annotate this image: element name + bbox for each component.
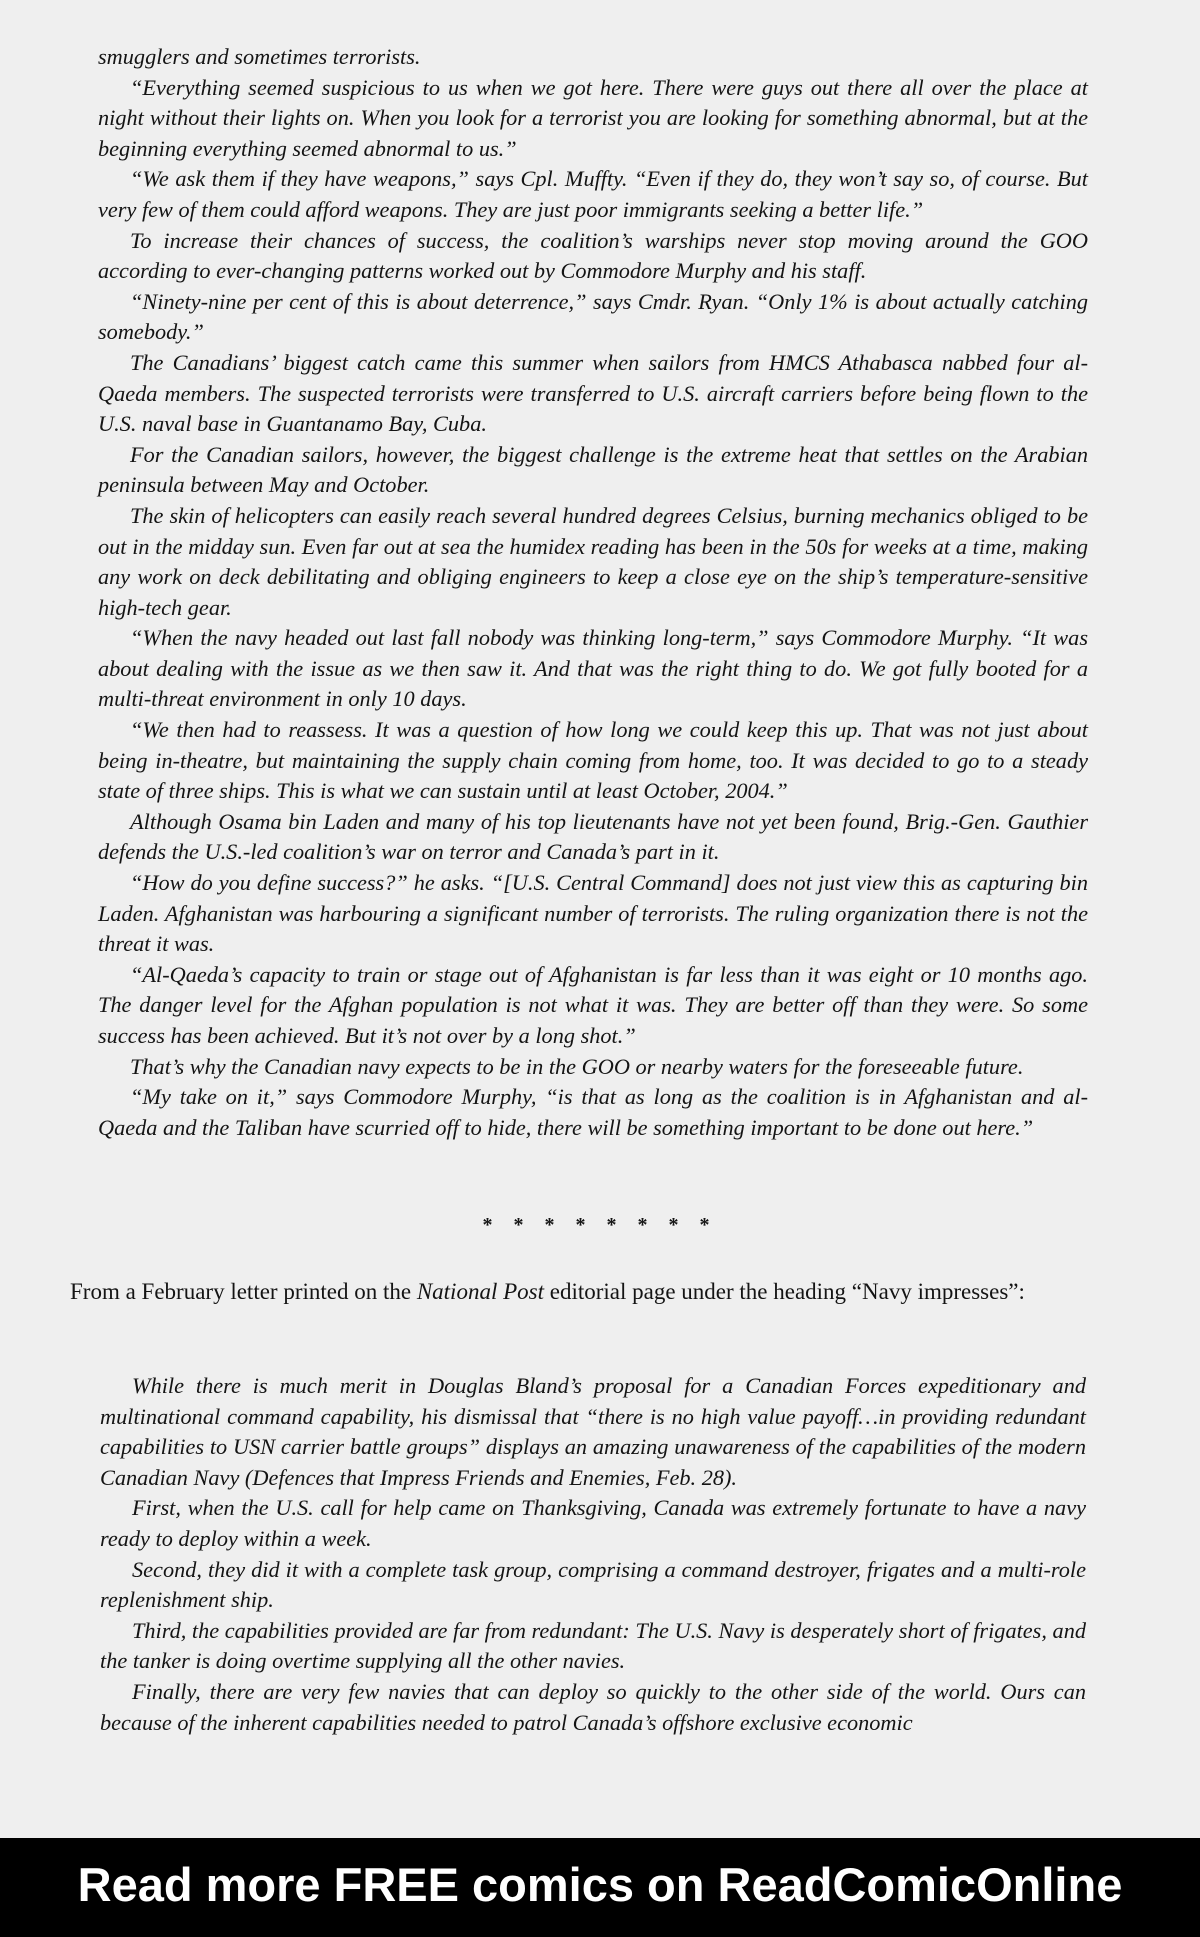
article-paragraph: “Everything seemed suspicious to us when we got here. There were guys out there all over the place at night without their lights on. When you look for a terrorist you are looking for something abnormal, but at the beginning everything seemed abnormal to us.” (98, 74, 1088, 161)
article-paragraph: For the Canadian sailors, however, the biggest challenge is the extreme heat that settles on the Arabian peninsula between May and October. (98, 441, 1088, 498)
article-paragraph: “How do you define success?” he asks. “[U.S. Central Command] does not just view this as capturing bin Laden. Afghanistan was harbouring a significant number of terrorists. The ruling organization there is not the threat it was. (98, 870, 1088, 957)
intro-text-after: editorial page under the heading “Navy impresses”: (543, 1279, 1025, 1304)
article-paragraph: “My take on it,” says Commodore Murphy, “is that as long as the coalition is in Afghanistan and al-Qaeda and the Taliban have scurried off to hide, there will be something important to be done out here.” (98, 1084, 1088, 1140)
article-body (98, 42, 1088, 1143)
article-paragraph: smugglers and sometimes terrorists. (98, 44, 421, 69)
intro-text-before: From a February letter printed on the (70, 1279, 417, 1304)
letter-paragraph: Third, the capabilities provided are far from redundant: The U.S. Navy is desperately short of frigates, and the tanker is doing overtime supplying all the other navies. (100, 1617, 1086, 1674)
letter-paragraph: Finally, there are very few navies that can deploy so quickly to the other side of the world. Ours can because of the inherent capabilities needed to patrol Canada’s offshore exclusive economic (100, 1678, 1086, 1735)
article-paragraph: “Ninety-nine per cent of this is about deterrence,” says Cmdr. Ryan. “Only 1% is about actually catching somebody.” (98, 288, 1088, 345)
article-paragraph: The skin of helicopters can easily reach several hundred degrees Celsius, burning mechanics obliged to be out in the midday sun. Even far out at sea the humidex reading has been in the 50s for weeks at a time, making any work on deck debilitating and obliging engineers to keep a close eye on the ship’s temperature-sensitive high-tech gear. (98, 502, 1088, 620)
publication-name: National Post (416, 1279, 544, 1304)
promo-banner[interactable] (0, 1838, 1200, 1937)
letter-paragraph: Second, they did it with a complete task group, comprising a command destroyer, frigates and a multi-role replenishment ship. (100, 1556, 1086, 1613)
letter-introduction (70, 1276, 1120, 1307)
promo-banner-text: Read more FREE comics on ReadComicOnline (77, 1858, 1123, 1911)
letter-paragraph: While there is much merit in Douglas Bland’s proposal for a Canadian Forces expeditionary and multinational command capability, his dismissal that “there is no high value payoff…in providing redundant capabilities to USN carrier battle groups” displays an amazing unawareness of the capabilities of the modern Canadian Navy (Defences that Impress Friends and Enemies, Feb. 28). (100, 1373, 1086, 1490)
article-paragraph: Although Osama bin Laden and many of his top lieutenants have not yet been found, Brig.-Gen. Gauthier defends the U.S.-led coalition’s war on terror and Canada’s part in it. (98, 808, 1088, 865)
section-separator: * * * * * * * * (482, 1214, 718, 1236)
article-paragraph: That’s why the Canadian navy expects to be in the GOO or nearby waters for the foreseeable future. (130, 1053, 1024, 1079)
article-paragraph: To increase their chances of success, the coalition’s warships never stop moving around the GOO according to ever-changing patterns worked out by Commodore Murphy and his staff. (98, 227, 1088, 284)
article-paragraph: “We ask them if they have weapons,” says Cpl. Muffty. “Even if they do, they won’t say so, of course. But very few of them could afford weapons. They are just poor immigrants seeking a better life.” (98, 166, 1088, 222)
article-paragraph: The Canadians’ biggest catch came this summer when sailors from HMCS Athabasca nabbed four al-Qaeda members. The suspected terrorists were transferred to U.S. aircraft carriers before being flown to the U.S. naval base in Guantanamo Bay, Cuba. (98, 349, 1088, 437)
letter-body (100, 1371, 1086, 1738)
article-paragraph: “Al-Qaeda’s capacity to train or stage out of Afghanistan is far less than it was eight or 10 months ago. The danger level for the Afghan population is not what it was. They are better off than they were. So some success has been achieved. But it’s not over by a long shot.” (98, 961, 1088, 1048)
letter-paragraph: First, when the U.S. call for help came on Thanksgiving, Canada was extremely fortunate to have a navy ready to deploy within a week. (100, 1495, 1086, 1551)
article-paragraph: “We then had to reassess. It was a question of how long we could keep this up. That was not just about being in-theatre, but maintaining the supply chain coming from home, too. It was decided to go to a steady state of three ships. This is what we can sustain until at least October, 2004.” (98, 717, 1088, 804)
article-paragraph: “When the navy headed out last fall nobody was thinking long-term,” says Commodore Murphy. “It was about dealing with the issue as we then saw it. And that was the right thing to do. We got fully booted for a multi-threat environment in only 10 days. (98, 625, 1088, 712)
